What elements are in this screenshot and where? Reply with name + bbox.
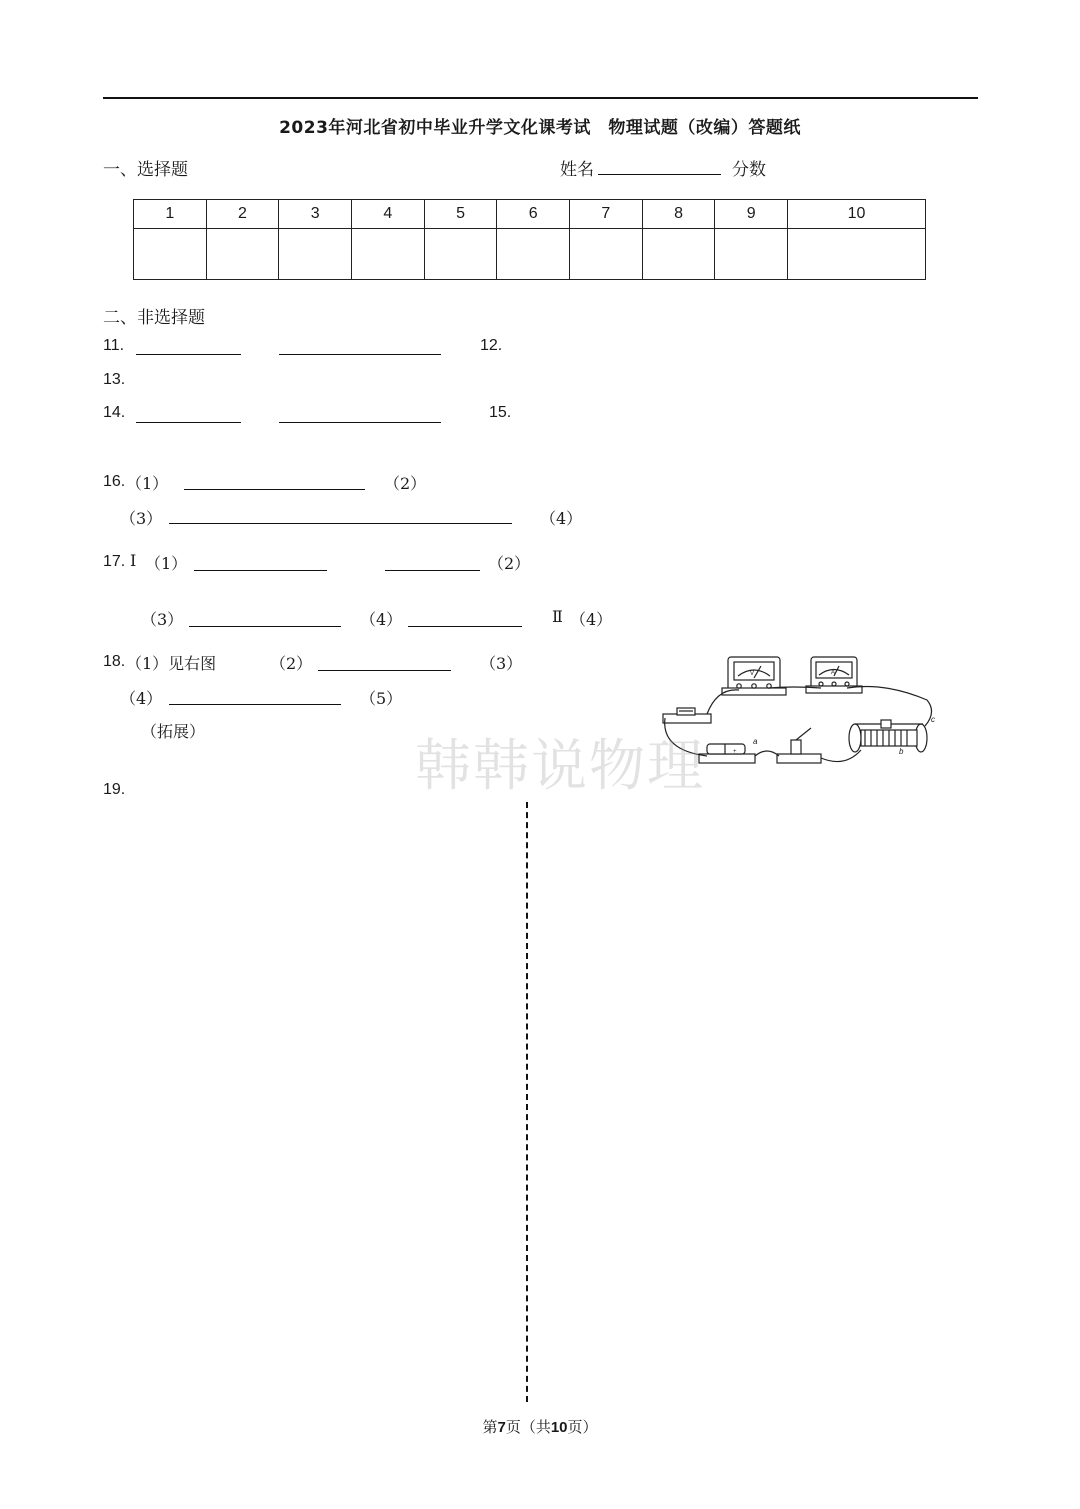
grid-header-cell: 6 bbox=[497, 200, 570, 229]
q16-blank-1[interactable] bbox=[184, 489, 365, 490]
svg-text:A: A bbox=[831, 670, 836, 676]
answer-cell[interactable] bbox=[352, 229, 425, 280]
switch-icon bbox=[663, 708, 711, 723]
q17-part3: （3） bbox=[141, 610, 184, 629]
dashed-divider bbox=[526, 802, 528, 1402]
footer-total-pages: 10 bbox=[550, 1419, 568, 1436]
q17-number: 17. bbox=[103, 553, 126, 570]
q16-blank-3[interactable] bbox=[169, 523, 512, 524]
grid-header-cell: 3 bbox=[279, 200, 352, 229]
section2-heading: 二、非选择题 bbox=[103, 308, 205, 328]
q18-extension: （拓展） bbox=[141, 722, 206, 741]
svg-text:V: V bbox=[750, 671, 755, 677]
q16-part2: （2） bbox=[384, 474, 427, 493]
q17-blank-4[interactable] bbox=[408, 626, 522, 627]
q18-blank-4[interactable] bbox=[169, 704, 341, 705]
grid-header-cell: 2 bbox=[206, 200, 279, 229]
circuit-label-a: a bbox=[753, 737, 758, 746]
footer-post: 页） bbox=[567, 1418, 598, 1436]
circuit-label-c: c bbox=[931, 715, 935, 724]
grid-header-cell: 7 bbox=[570, 200, 643, 229]
answer-cell[interactable] bbox=[497, 229, 570, 280]
q14-blank-1[interactable] bbox=[136, 422, 241, 423]
answer-cell[interactable] bbox=[206, 229, 279, 280]
answer-cell[interactable] bbox=[279, 229, 352, 280]
answer-grid bbox=[133, 199, 926, 280]
grid-header-cell: 10 bbox=[788, 200, 926, 229]
q17-roman-two: Ⅱ bbox=[552, 607, 563, 626]
grid-header-cell: 4 bbox=[352, 200, 425, 229]
q18-part3: （3） bbox=[480, 654, 523, 673]
q15-number: 15. bbox=[489, 404, 512, 421]
answer-cell[interactable] bbox=[788, 229, 926, 280]
answer-cell[interactable] bbox=[570, 229, 643, 280]
q17-blank-1b[interactable] bbox=[385, 570, 480, 571]
q18-part1: （1）见右图 bbox=[126, 654, 217, 673]
rheostat-icon bbox=[849, 720, 927, 752]
answer-cell[interactable] bbox=[424, 229, 497, 280]
q18-number: 18. bbox=[103, 653, 126, 670]
component-icon bbox=[777, 728, 821, 763]
answer-cell[interactable] bbox=[134, 229, 207, 280]
grid-header-cell: 5 bbox=[424, 200, 497, 229]
watermark: 韩韩说物理 bbox=[415, 734, 705, 799]
q17-blank-1[interactable] bbox=[194, 570, 327, 571]
q18-blank-2[interactable] bbox=[318, 670, 451, 671]
q17-part1: （1） bbox=[145, 554, 188, 573]
q12-number: 12. bbox=[480, 337, 503, 354]
top-rule bbox=[103, 97, 978, 99]
answer-cell[interactable] bbox=[715, 229, 788, 280]
q18-part5: （5） bbox=[360, 689, 403, 708]
page-title: 2023年河北省初中毕业升学文化课考试 物理试题（改编）答题纸 bbox=[279, 118, 801, 138]
q17-roman-one: Ⅰ bbox=[130, 551, 137, 570]
q16-part1: （1） bbox=[126, 474, 169, 493]
grid-header-cell: 1 bbox=[134, 200, 207, 229]
footer-page-number: 7 bbox=[497, 1419, 506, 1436]
score-label: 分数 bbox=[732, 160, 766, 180]
name-label: 姓名 bbox=[560, 160, 594, 180]
q17-part2: （2） bbox=[488, 554, 531, 573]
q17-blank-3[interactable] bbox=[189, 626, 341, 627]
voltmeter-icon bbox=[722, 657, 786, 695]
grid-header-cell: 9 bbox=[715, 200, 788, 229]
q18-part4: （4） bbox=[120, 689, 163, 708]
q16-part3: （3） bbox=[120, 509, 163, 528]
footer-mid: 页（共 bbox=[505, 1418, 551, 1436]
q19-number: 19. bbox=[103, 781, 126, 798]
q11-number: 11. bbox=[103, 337, 125, 354]
q14-number: 14. bbox=[103, 404, 126, 421]
battery-icon bbox=[699, 744, 755, 763]
q14-blank-2[interactable] bbox=[279, 422, 441, 423]
circuit-label-b: b bbox=[899, 747, 904, 756]
q16-part4: （4） bbox=[540, 509, 583, 528]
section1-heading: 一、选择题 bbox=[103, 160, 188, 180]
q17-part4: （4） bbox=[360, 610, 403, 629]
svg-text:+: + bbox=[733, 749, 737, 755]
q18-part2: （2） bbox=[270, 654, 313, 673]
footer-pre: 第 bbox=[482, 1418, 498, 1436]
answer-cell[interactable] bbox=[642, 229, 715, 280]
name-field-line[interactable] bbox=[598, 174, 721, 175]
page-footer bbox=[0, 1416, 1080, 1437]
grid-header-cell: 8 bbox=[642, 200, 715, 229]
q17-part4b: （4） bbox=[570, 610, 613, 629]
q16-number: 16. bbox=[103, 473, 126, 490]
q11-blank-2[interactable] bbox=[279, 354, 441, 355]
q13-number: 13. bbox=[103, 371, 126, 388]
q11-blank-1[interactable] bbox=[136, 354, 241, 355]
